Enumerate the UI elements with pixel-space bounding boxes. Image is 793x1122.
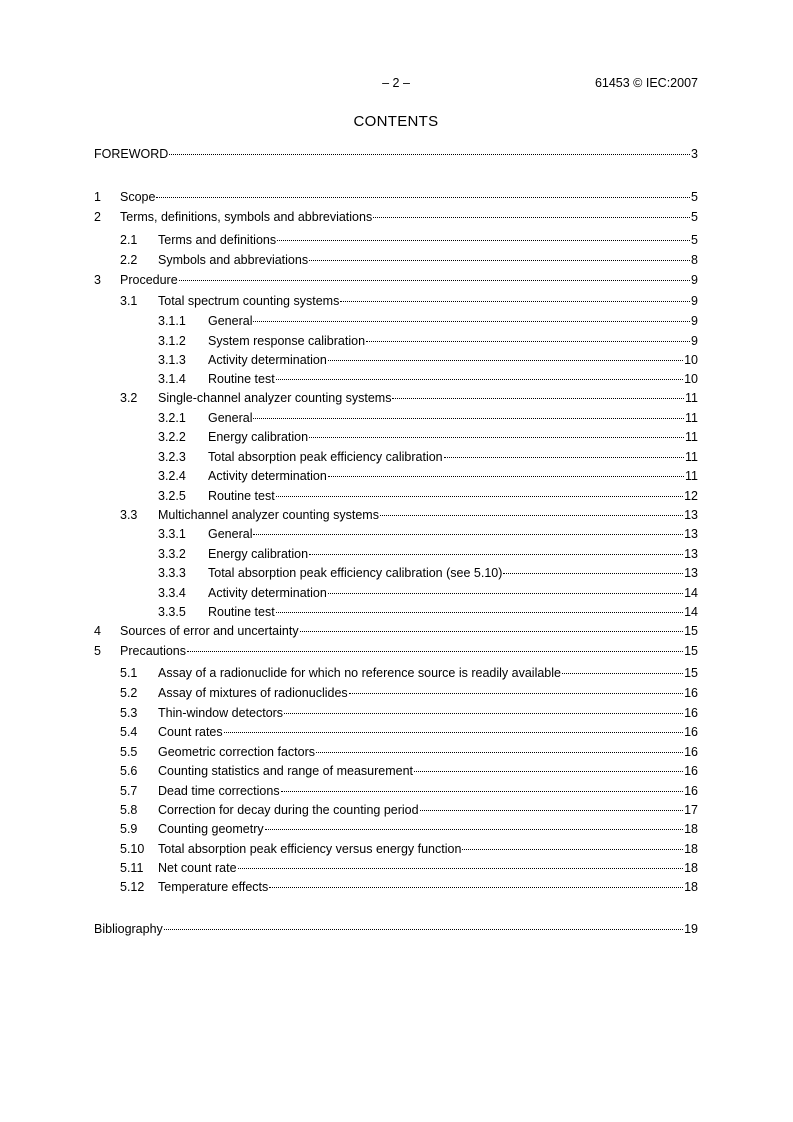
toc-entry-title: Correction for decay during the counting period — [158, 803, 419, 817]
toc-entry-number: 3.3.1 — [158, 527, 186, 541]
toc-entry-page: 11 — [685, 450, 698, 464]
toc-entry-number: 3.2.5 — [158, 489, 186, 503]
dot-leader — [328, 360, 683, 361]
dot-leader — [265, 829, 683, 830]
toc-entry-title: Activity determination — [208, 586, 327, 600]
dot-leader — [328, 593, 683, 594]
toc-entry[interactable] — [94, 448, 698, 466]
toc-entry-number: 3.1.1 — [158, 314, 186, 328]
toc-entry[interactable] — [94, 351, 698, 369]
toc-entry[interactable] — [94, 428, 698, 446]
toc-entry-number: 5.10 — [120, 842, 145, 856]
toc-entry[interactable] — [94, 584, 698, 602]
toc-entry-title: Terms and definitions — [158, 233, 277, 247]
toc-entry-title: Energy calibration — [208, 547, 309, 561]
dot-leader — [309, 554, 683, 555]
toc-entry[interactable] — [94, 332, 698, 350]
toc-entry-number: 3.3.2 — [158, 547, 186, 561]
dot-leader — [316, 752, 683, 753]
toc-entry-page: 15 — [684, 666, 698, 680]
dot-leader — [300, 631, 684, 632]
toc-entry-page: 12 — [684, 489, 698, 503]
toc-entry-title: Multichannel analyzer counting systems — [158, 508, 379, 522]
toc-entry-page: 11 — [685, 391, 698, 405]
dot-leader — [187, 651, 683, 652]
dot-leader — [253, 418, 684, 419]
toc-entry-title: Symbols and abbreviations — [158, 253, 309, 267]
dot-leader — [277, 240, 690, 241]
toc-entry-number: 5.3 — [120, 706, 138, 720]
toc-entry-title: Routine test — [208, 372, 275, 386]
dot-leader — [276, 379, 683, 380]
toc-entry[interactable] — [94, 271, 698, 289]
toc-entry-page: 9 — [691, 273, 698, 287]
toc-entry-number: 3.3 — [120, 508, 138, 522]
dot-leader — [309, 437, 684, 438]
toc-entry-number: 5.2 — [120, 686, 138, 700]
toc-entry-page: 16 — [684, 725, 698, 739]
toc-entry-title: Sources of error and uncertainty — [120, 624, 299, 638]
document-reference: 61453 © IEC:2007 — [594, 76, 698, 90]
toc-entry-page: 11 — [685, 469, 698, 483]
toc-entry-title: General — [208, 411, 253, 425]
toc-entry-page: 16 — [684, 706, 698, 720]
dot-leader — [373, 217, 690, 218]
toc-entry[interactable] — [94, 723, 698, 741]
toc-entry-number: 1 — [94, 190, 101, 204]
toc-entry-title: Temperature effects — [158, 880, 269, 894]
toc-entry-page: 16 — [684, 784, 698, 798]
toc-entry-number: 3.2 — [120, 391, 138, 405]
dot-leader — [156, 197, 690, 198]
dot-leader — [276, 496, 683, 497]
toc-entry-number: 3.2.1 — [158, 411, 186, 425]
toc-entry[interactable] — [94, 545, 698, 563]
toc-entry-title: Total absorption peak efficiency calibration — [208, 450, 443, 464]
toc-entry[interactable] — [94, 506, 698, 524]
toc-entry-page: 16 — [684, 764, 698, 778]
dot-leader — [284, 713, 683, 714]
toc-entry-page: 10 — [684, 372, 698, 386]
toc-entry-number: 3.3.4 — [158, 586, 186, 600]
toc-entry-page: 18 — [684, 822, 698, 836]
page-header — [94, 76, 698, 94]
page-number: – 2 – — [382, 76, 410, 90]
dot-leader — [328, 476, 684, 477]
toc-entry-page: 8 — [691, 253, 698, 267]
toc-entry[interactable] — [94, 820, 698, 838]
toc-entry-title: Geometric correction factors — [158, 745, 315, 759]
toc-entry[interactable] — [94, 603, 698, 621]
toc-entry[interactable] — [94, 409, 698, 427]
toc-entry-page: 10 — [684, 353, 698, 367]
toc-entry[interactable] — [94, 743, 698, 761]
toc-entry-number: 5 — [94, 644, 101, 658]
toc-entry-page: 18 — [684, 861, 698, 875]
toc-entry[interactable] — [94, 208, 698, 226]
toc-entry[interactable] — [94, 188, 698, 206]
toc-entry-number: 3 — [94, 273, 101, 287]
toc-entry-number: 5.12 — [120, 880, 145, 894]
toc-entry[interactable] — [94, 487, 698, 505]
toc-entry-number: 2 — [94, 210, 101, 224]
toc-entry-page: 9 — [691, 294, 698, 308]
toc-entry-title: System response calibration — [208, 334, 366, 348]
toc-entry-number: 5.9 — [120, 822, 138, 836]
toc-entry-page: 11 — [685, 411, 698, 425]
toc-entry-title: Dead time corrections — [158, 784, 280, 798]
toc-entry-number: 2.2 — [120, 253, 138, 267]
toc-entry[interactable] — [94, 664, 698, 682]
toc-entry-title: Thin-window detectors — [158, 706, 284, 720]
toc-entry-title: FOREWORD — [94, 147, 169, 161]
toc-entry-title: Total absorption peak efficiency calibration (see 5.10) — [208, 566, 503, 580]
toc-entry-number: 2.1 — [120, 233, 138, 247]
toc-entry-title: Activity determination — [208, 353, 327, 367]
toc-entry-page: 11 — [685, 430, 698, 444]
toc-entry-page: 17 — [684, 803, 698, 817]
toc-entry[interactable] — [94, 467, 698, 485]
toc-entry-page: 9 — [691, 334, 698, 348]
toc-entry-title: Assay of a radionuclide for which no reference source is readily available — [158, 666, 561, 680]
toc-entry-page: 19 — [684, 922, 698, 936]
toc-entry-page: 18 — [684, 842, 698, 856]
toc-entry-title: Total absorption peak efficiency versus energy function — [158, 842, 462, 856]
toc-entry-page: 18 — [684, 880, 698, 894]
toc-entry-title: General — [208, 527, 253, 541]
dot-leader — [224, 732, 683, 733]
toc-entry[interactable] — [94, 704, 698, 722]
toc-entry[interactable] — [94, 312, 698, 330]
dot-leader — [179, 280, 690, 281]
toc-entry[interactable] — [94, 878, 698, 896]
toc-entry-page: 3 — [691, 147, 698, 161]
dot-leader — [420, 810, 684, 811]
toc-entry-number: 3.3.3 — [158, 566, 186, 580]
dot-leader — [414, 771, 683, 772]
toc-entry-page: 13 — [684, 547, 698, 561]
toc-entry[interactable] — [94, 684, 698, 702]
toc-entry[interactable] — [94, 389, 698, 407]
dot-leader — [503, 573, 683, 574]
toc-entry-title: Precautions — [120, 644, 187, 658]
toc-entry-title: Scope — [120, 190, 156, 204]
toc-entry-page: 5 — [691, 210, 698, 224]
toc-entry-number: 3.3.5 — [158, 605, 186, 619]
toc-entry[interactable] — [94, 370, 698, 388]
dot-leader — [562, 673, 683, 674]
toc-entry-title: Energy calibration — [208, 430, 309, 444]
toc-entry[interactable] — [94, 840, 698, 858]
toc-entry[interactable] — [94, 762, 698, 780]
dot-leader — [253, 534, 683, 535]
toc-entry-title: Net count rate — [158, 861, 237, 875]
toc-entry-title: Terms, definitions, symbols and abbreviations — [120, 210, 373, 224]
toc-entry-title: General — [208, 314, 253, 328]
toc-entry-title: Procedure — [120, 273, 178, 287]
dot-leader — [444, 457, 684, 458]
toc-entry-number: 3.2.4 — [158, 469, 186, 483]
toc-entry[interactable] — [94, 920, 698, 938]
contents-title: CONTENTS — [353, 113, 439, 130]
dot-leader — [253, 321, 690, 322]
dot-leader — [462, 849, 683, 850]
toc-entry-page: 13 — [684, 508, 698, 522]
toc-entry-number: 5.11 — [120, 861, 144, 875]
toc-entry-number: 5.5 — [120, 745, 138, 759]
toc-entry-title: Total spectrum counting systems — [158, 294, 340, 308]
toc-entry[interactable] — [94, 525, 698, 543]
dot-leader — [380, 515, 683, 516]
toc-entry-number: 3.2.2 — [158, 430, 186, 444]
dot-leader — [169, 154, 690, 155]
toc-entry-title: Bibliography — [94, 922, 163, 936]
toc-entry-page: 16 — [684, 686, 698, 700]
toc-entry-title: Count rates — [158, 725, 223, 739]
toc-entry-page: 13 — [684, 566, 698, 580]
toc-entry[interactable] — [94, 251, 698, 269]
toc-entry-number: 3.1.4 — [158, 372, 186, 386]
dot-leader — [340, 301, 690, 302]
toc-entry-title: Activity determination — [208, 469, 327, 483]
toc-entry-number: 4 — [94, 624, 101, 638]
dot-leader — [269, 887, 683, 888]
toc-entry-title: Assay of mixtures of radionuclides — [158, 686, 348, 700]
toc-entry-number: 5.7 — [120, 784, 138, 798]
dot-leader — [309, 260, 690, 261]
toc-entry[interactable] — [94, 782, 698, 800]
toc-entry-page: 14 — [684, 605, 698, 619]
toc-entry-page: 5 — [691, 233, 698, 247]
toc-entry[interactable] — [94, 231, 698, 249]
toc-entry-page: 9 — [691, 314, 698, 328]
toc-entry[interactable] — [94, 642, 698, 660]
toc-entry[interactable] — [94, 292, 698, 310]
dot-leader — [349, 693, 683, 694]
toc-entry[interactable] — [94, 145, 698, 163]
toc-entry-title: Routine test — [208, 489, 275, 503]
dot-leader — [276, 612, 683, 613]
toc-entry[interactable] — [94, 801, 698, 819]
toc-entry-number: 5.6 — [120, 764, 138, 778]
toc-entry-title: Routine test — [208, 605, 275, 619]
toc-entry-number: 3.1.3 — [158, 353, 186, 367]
toc-entry-page: 13 — [684, 527, 698, 541]
toc-entry-number: 3.2.3 — [158, 450, 186, 464]
toc-entry-title: Single-channel analyzer counting systems — [158, 391, 392, 405]
dot-leader — [164, 929, 683, 930]
toc-entry-number: 3.1 — [120, 294, 138, 308]
toc-entry[interactable] — [94, 859, 698, 877]
dot-leader — [392, 398, 684, 399]
toc-entry-number: 5.1 — [120, 666, 138, 680]
toc-entry-title: Counting geometry — [158, 822, 264, 836]
dot-leader — [238, 868, 684, 869]
toc-entry-title: Counting statistics and range of measurement — [158, 764, 413, 778]
toc-entry-page: 16 — [684, 745, 698, 759]
toc-entry-number: 5.4 — [120, 725, 138, 739]
dot-leader — [281, 791, 684, 792]
dot-leader — [366, 341, 690, 342]
toc-entry-page: 15 — [684, 624, 698, 638]
toc-entry-number: 5.8 — [120, 803, 138, 817]
toc-entry-page: 14 — [684, 586, 698, 600]
toc-entry[interactable] — [94, 622, 698, 640]
toc-entry-page: 15 — [684, 644, 698, 658]
toc-entry-page: 5 — [691, 190, 698, 204]
toc-entry[interactable] — [94, 564, 698, 582]
toc-entry-number: 3.1.2 — [158, 334, 186, 348]
